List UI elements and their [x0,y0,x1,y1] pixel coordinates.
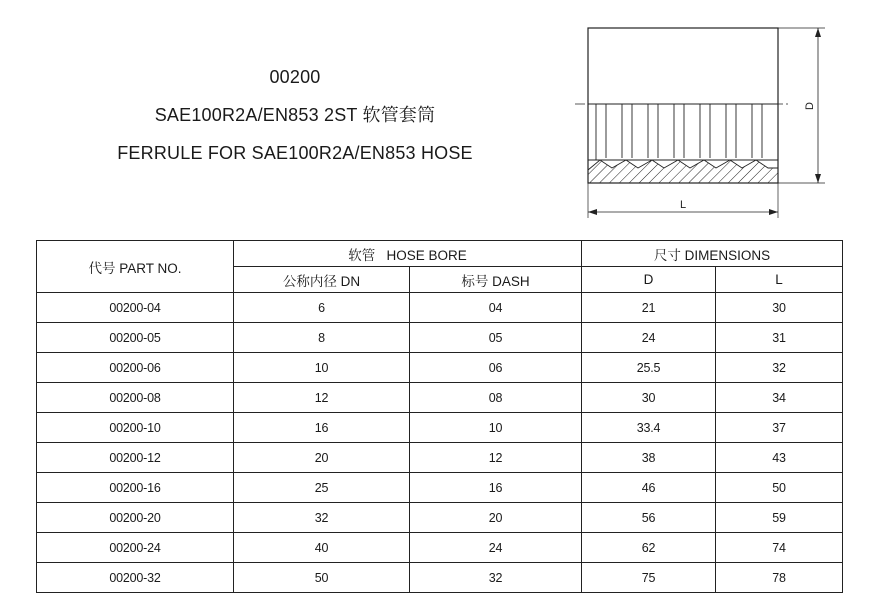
cell-dash: 06 [410,353,582,383]
cell-dash: 05 [410,323,582,353]
cell-d: 56 [582,503,716,533]
dimension-label-d: D [804,102,816,110]
table-row [37,533,843,563]
cell-d: 46 [582,473,716,503]
table-row [37,323,843,353]
cell-dn: 25 [234,473,410,503]
cell-part-no: 00200-32 [37,563,234,593]
cell-part-no: 00200-06 [37,353,234,383]
table-row [37,563,843,593]
cell-d: 25.5 [582,353,716,383]
cell-dn: 40 [234,533,410,563]
header-hose-bore: 软管 HOSE BORE [234,241,582,267]
ferrule-drawing [570,20,835,225]
cell-part-no: 00200-12 [37,443,234,473]
table-row [37,503,843,533]
header-d: D [582,267,716,293]
cell-l: 34 [716,383,843,413]
header-part-no: 代号 PART NO. [37,241,234,293]
cell-l: 37 [716,413,843,443]
cell-part-no: 00200-08 [37,383,234,413]
cell-l: 78 [716,563,843,593]
product-code: 00200 [269,67,321,87]
cell-l: 59 [716,503,843,533]
title-english: FERRULE FOR SAE100R2A/EN853 HOSE [117,143,473,163]
cell-part-no: 00200-10 [37,413,234,443]
cell-dn: 50 [234,563,410,593]
cell-dn: 32 [234,503,410,533]
cell-part-no: 00200-20 [37,503,234,533]
cell-l: 74 [716,533,843,563]
cell-dash: 32 [410,563,582,593]
table-row [37,383,843,413]
cell-dash: 12 [410,443,582,473]
header-dimensions: 尺寸 DIMENSIONS [582,241,843,267]
cell-part-no: 00200-04 [37,293,234,323]
cell-dn: 8 [234,323,410,353]
cell-dash: 16 [410,473,582,503]
title-chinese: SAE100R2A/EN853 2ST 软管套筒 [154,105,436,125]
cell-part-no: 00200-24 [37,533,234,563]
table-row [37,353,843,383]
cell-dash: 10 [410,413,582,443]
cell-dash: 24 [410,533,582,563]
table-row [37,293,843,323]
cell-d: 21 [582,293,716,323]
table-row [37,413,843,443]
cell-dn: 10 [234,353,410,383]
cell-d: 38 [582,443,716,473]
title-block [60,64,530,178]
cell-l: 43 [716,443,843,473]
cell-d: 62 [582,533,716,563]
cell-dash: 20 [410,503,582,533]
spec-table [36,240,843,593]
header-l: L [716,267,843,293]
cell-dn: 12 [234,383,410,413]
cell-dn: 20 [234,443,410,473]
cell-d: 75 [582,563,716,593]
cell-l: 31 [716,323,843,353]
header-dash: 标号 DASH [410,267,582,293]
cell-dash: 08 [410,383,582,413]
cell-l: 50 [716,473,843,503]
header-dn: 公称内径 DN [234,267,410,293]
cell-d: 30 [582,383,716,413]
table-row [37,473,843,503]
dimension-label-l: L [679,199,687,211]
cell-part-no: 00200-16 [37,473,234,503]
cell-l: 32 [716,353,843,383]
cell-d: 24 [582,323,716,353]
cell-dash: 04 [410,293,582,323]
cell-d: 33.4 [582,413,716,443]
table-row [37,443,843,473]
cell-dn: 16 [234,413,410,443]
cell-part-no: 00200-05 [37,323,234,353]
cell-l: 30 [716,293,843,323]
cell-dn: 6 [234,293,410,323]
